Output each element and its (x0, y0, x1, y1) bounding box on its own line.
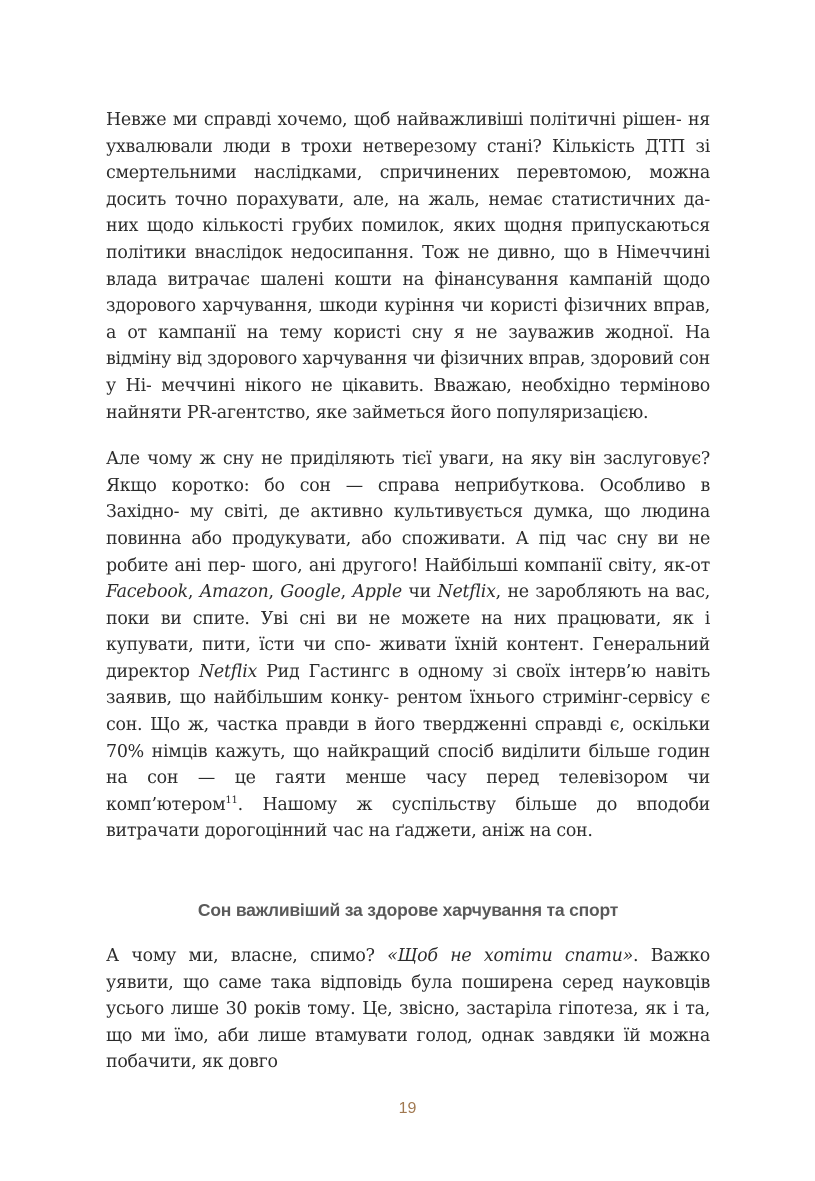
footnote-ref: 11 (225, 795, 238, 807)
text-line: продукувати, або споживати. А під час сну ви не робите ані пер- (106, 528, 710, 576)
text-line: політики внаслідок недосипання. Тож не дивно, що в Німеччині (106, 242, 710, 263)
text-line: 30 років тому. Це, звісно, застаріла гіпотеза, як і та, що ми їмо, аби (106, 999, 711, 1046)
text-line: влада витрачає шалені кошти на фінансування кампаній щодо (106, 269, 710, 290)
text-line: рентом їхнього стримінг-сервісу є сон. Що ж, частка правди в його (106, 688, 710, 736)
text-line: ви не можете на них працювати, як і купувати, пити, їсти чи спо- (106, 608, 711, 656)
text-line: а от кампанії на тему користі сну я не зауважив жодної. На відміну (106, 322, 710, 370)
text-line: А чому ми, власне, спимо? (106, 946, 388, 967)
text-line: Але чому ж сну не приділяють тієї уваги, на яку він заслуговує? (106, 449, 710, 470)
text-line: телевізором чи комп’ютером (106, 768, 710, 815)
text-line: смертельними наслідками, спричинених перевтомою, можна (106, 163, 710, 184)
text-line: спосіб виділити більше годин на сон — це гаяти менше часу перед (106, 741, 710, 789)
text-line: Google, Apple чи Netflix, не заробляють на вас, поки ви спите. Уві сні (106, 582, 710, 629)
text-line: що саме така відповідь була поширена серед науковців усього лише (106, 972, 711, 1020)
page-number: 19 (398, 1100, 417, 1117)
text-line: здорового харчування, шкоди куріння чи користі фізичних вправ, (106, 296, 710, 317)
text-line: шого, ані другого! Найбільші компанії світу, як-от Facebook, Amazon, (106, 555, 711, 603)
text-line: вподоби витрачати дорогоцінний час на ґаджети, аніж на сон. (106, 794, 711, 842)
text-line: твердженні справді є, оскільки 70% німців кажуть, що найкращий (106, 715, 710, 762)
text-line: живати їхній контент. Генеральний директор Netflix Рид Гастингс (106, 635, 711, 682)
paragraph-2 (106, 446, 710, 845)
text-line: досить точно порахувати, але, на жаль, немає статистичних да- (106, 189, 710, 210)
section-heading: Сон важливіший за здорове харчування та спорт (197, 900, 619, 921)
text-line: . Важко уявити, (106, 946, 710, 993)
text-line: меччині нікого не цікавить. Вважаю, необхідно терміново найняти (106, 375, 710, 423)
text-line: му світі, де активно культивується думка, що людина повинна або (106, 502, 710, 549)
italic-quote: «Щоб не хотіти спати» (387, 946, 634, 967)
text-line: лише втамувати голод, однак завдяки їй можна побачити, як довго (106, 1025, 710, 1073)
text-line: . Нашому ж суспільству більше до (237, 794, 618, 815)
text-line: них щодо кількості грубих помилок, яких щодня припускаються (106, 216, 710, 237)
text-line: PR-агентство, яке займеться його популяризацією. (186, 402, 649, 423)
text-line: Невже ми справді хочемо, щоб найважливіші політичні рішен- (106, 110, 682, 130)
text-line: від здорового харчування чи фізичних вправ, здоровий сон у Ні- (106, 349, 711, 396)
text-line: ня ухвалювали люди в трохи нетверезому стані? Кількість ДТП зі (106, 110, 710, 157)
text-line: в одному зі своїх інтерв’ю навіть заявив, що найбільшим конку- (106, 661, 711, 709)
paragraph-3 (106, 943, 710, 1076)
paragraph-1 (106, 107, 710, 426)
page-body (106, 107, 710, 1076)
text-line: Якщо коротко: бо сон — справа неприбуткова. Особливо в Західно- (106, 475, 710, 523)
